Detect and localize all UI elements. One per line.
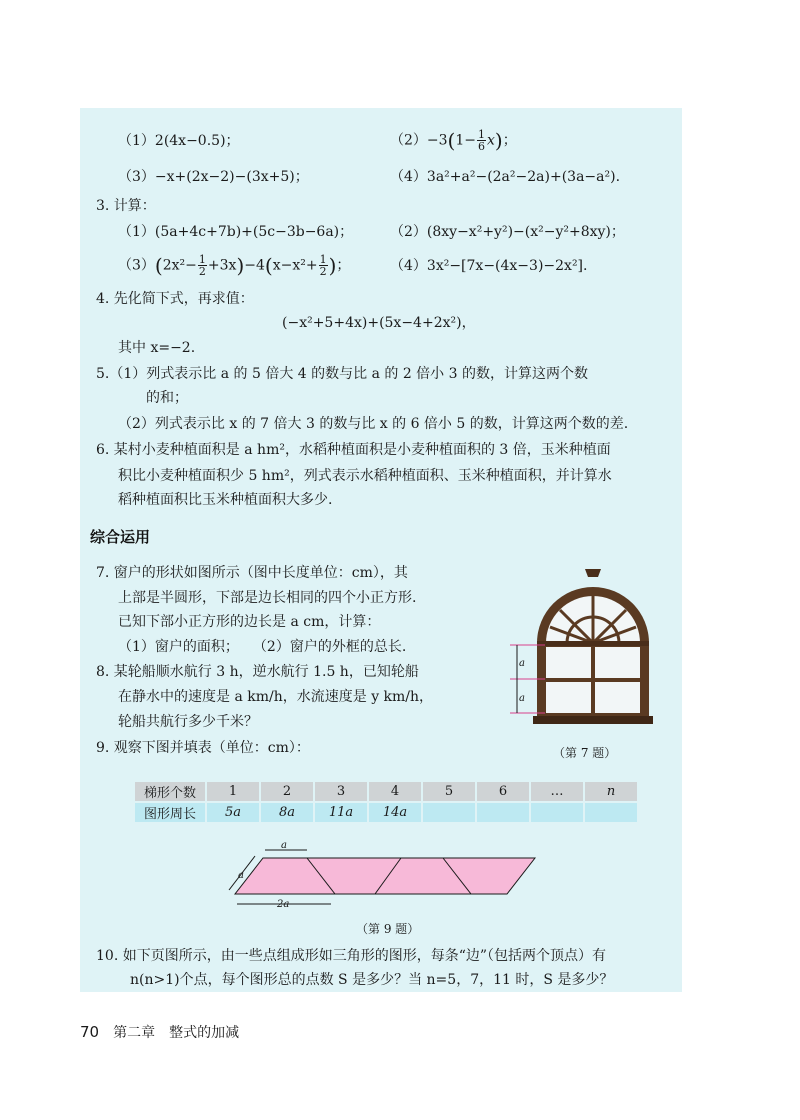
window-figure [505,565,655,735]
dim-label-side: a [238,870,244,881]
ex2-item4: （4）3a²+a²−(2a²−2a)+(3a−a²). [390,169,621,185]
table-cell: 4 [369,782,421,801]
ex8-line2: 在静水中的速度是 a km/h，水流速度是 y km/h， [118,689,434,705]
trapezoid-strip [235,858,535,894]
chapter-title: 第二章 整式的加减 [113,1025,240,1041]
ex10-line2: n(n>1)个点，每个图形总的点数 S 是多少？当 n=5，7，11 时，S 是多少？ [130,972,614,988]
ex7-parts: （1）窗户的面积； （2）窗户的外框的总长. [118,639,407,655]
ex3-item3: （3）(2x²− $\frac{1}{2}$ +3x)−4(x−x²+ $\frac{1}{2}$ )； [118,253,351,278]
ex3-heading: 3. 计算： [96,198,156,214]
table-cell [477,803,529,822]
ex3-item2: （2）(8xy−x²+y²)−(x²−y²+8xy)； [390,224,625,240]
table-cell: 5 [423,782,475,801]
table-cell: 6 [477,782,529,801]
trapezoid-figure [225,838,545,914]
ex6-line2: 积比小麦种植面积少 5 hm²，列式表示水稻种植面积、玉米种植面积，并计算水 [118,468,612,484]
table-cell: n [585,782,637,801]
table-cell: 3 [315,782,367,801]
ex4-condition: 其中 x=−2. [118,340,196,356]
table-cell: 8a [261,803,313,822]
ex7-line2: 上部是半圆形，下部是边长相同的四个小正方形. [118,590,417,606]
table-cell [531,803,583,822]
ex3-item4: （4）3x²−[7x−(4x−3)−2x²]. [390,258,588,274]
table-cell [585,803,637,822]
ex6-line3: 稻种植面积比玉米种植面积大多少. [118,492,333,508]
ex9-heading: 9. 观察下图并填表（单位：cm）： [96,740,310,756]
ex4-heading: 4. 先化简下式，再求值： [96,291,254,307]
table-cell: 1 [207,782,259,801]
fraction-one-sixth: $\frac{1}{6}$ [478,128,485,153]
dim-label-a2: a [519,693,525,704]
perimeter-table [133,780,639,824]
fig7-caption: （第 7 题） [553,746,617,760]
table-cell [423,803,475,822]
dim-label-bottom: 2a [277,899,290,910]
window-horizontal-bar [546,678,640,682]
ex7-line1: 7. 窗户的形状如图所示（图中长度单位：cm），其 [96,565,408,581]
section-heading: 综合运用 [90,528,151,546]
table-cell: 2 [261,782,313,801]
table-cell: … [531,782,583,801]
table-row [135,803,637,822]
table-cell: 5a [207,803,259,822]
page-number: 70 [80,1023,100,1041]
table-cell: 11a [315,803,367,822]
dim-label-a1: a [519,658,525,669]
ex8-line3: 轮船共航行多少千米？ [118,714,258,730]
window-sill [533,716,653,724]
table-cell: 14a [369,803,421,822]
ex5-part1-cont: 的和； [146,390,188,406]
fraction-one-half-b: $\frac{1}{2}$ [319,253,327,278]
ex7-line3: 已知下部小正方形的边长是 a cm，计算： [118,614,381,630]
window-transom [537,641,649,646]
fig9-caption: （第 9 题） [356,922,420,936]
table-cell: 梯形个数 [135,782,205,801]
table-row [135,782,637,801]
page-footer [80,1022,239,1042]
ex6-line1: 6. 某村小麦种植面积是 a hm²，水稻种植面积是小麦种植面积的 3 倍，玉米种植面 [96,442,611,458]
ex2-item3: （3）−x+(2x−2)−(3x+5)； [118,169,309,185]
ex2-item1: （1）2(4x−0.5)； [118,133,240,149]
window-top-ornament [585,569,601,577]
ex2-item2: （2）−3(1− $\frac{1}{6}$ x)； [390,128,517,153]
fraction-one-half-a: $\frac{1}{2}$ [198,253,206,278]
ex5-part2: （2）列式表示比 x 的 7 倍大 3 的数与比 x 的 6 倍小 5 的数，计算这两个数的差. [118,416,629,432]
dim-label-top: a [281,840,287,851]
ex4-expression: (−x²+5+4x)+(5x−4+2x²)， [282,315,476,331]
ex5-part1: 5.（1）列式表示比 a 的 5 倍大 4 的数与比 a 的 2 倍小 3 的数，计算这两个数 [96,366,588,382]
table-cell: 图形周长 [135,803,205,822]
ex3-item1: （1）(5a+4c+7b)+(5c−3b−6a)； [118,224,354,240]
ex8-line1: 8. 某轮船顺水航行 3 h，逆水航行 1.5 h，已知轮船 [96,664,419,680]
ex10-line1: 10. 如下页图所示，由一些点组成形如三角形的图形，每条“边”（包括两个顶点）有 [96,948,607,964]
